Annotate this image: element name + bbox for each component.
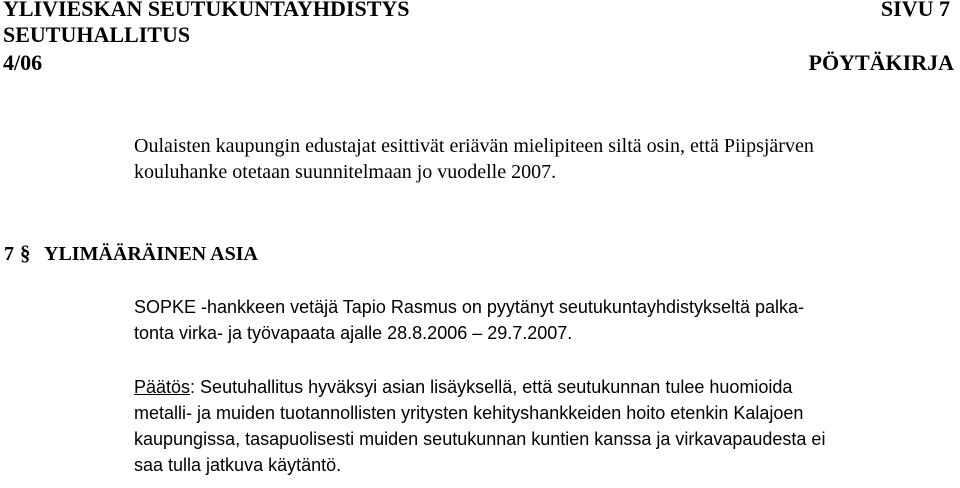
- header-page-number: SIVU 7: [880, 0, 950, 21]
- intro-paragraph: [134, 133, 814, 185]
- body-line: tonta virka- ja työvapaata ajalle 28.8.2006 – 29.7.2007.: [134, 323, 573, 343]
- header-organization: YLIVIESKAN SEUTUKUNTAYHDISTYS: [3, 0, 410, 21]
- decision-first-line: [134, 374, 825, 400]
- decision-line: metalli- ja muiden tuotannollisten yritysten kehityshankkeiden hoito etenkin Kalajoen: [134, 403, 804, 423]
- decision-paragraph: [134, 374, 825, 478]
- section-title: YLIMÄÄRÄINEN ASIA: [44, 243, 258, 265]
- decision-label: Päätös: [134, 377, 191, 397]
- section-sign: §: [20, 241, 31, 265]
- intro-line: kouluhanke otetaan suunnitelmaan jo vuodelle 2007.: [134, 161, 557, 183]
- header-meeting-number: 4/06: [3, 50, 43, 75]
- decision-line: saa tulla jatkuva käytäntö.: [134, 455, 342, 475]
- header-document-type: PÖYTÄKIRJA: [808, 50, 954, 75]
- section-heading: [4, 240, 258, 267]
- decision-text: : Seutuhallitus hyväksyi asian lisäyksellä, että seutukunnan tulee huomioida: [190, 377, 793, 397]
- header-governing-body: SEUTUHALLITUS: [3, 22, 191, 47]
- intro-line: Oulaisten kaupungin edustajat esittivät eriävän mielipiteen siltä osin, että Piipsjärven: [134, 135, 814, 157]
- section-body-paragraph: [134, 294, 804, 346]
- section-number: 7: [4, 243, 14, 265]
- decision-line: kaupungissa, tasapuolisesti muiden seutukunnan kuntien kanssa ja virkavapaudesta ei: [134, 429, 826, 449]
- body-line: SOPKE -hankkeen vetäjä Tapio Rasmus on pyytänyt seutukuntayhdistykseltä palka-: [134, 297, 805, 317]
